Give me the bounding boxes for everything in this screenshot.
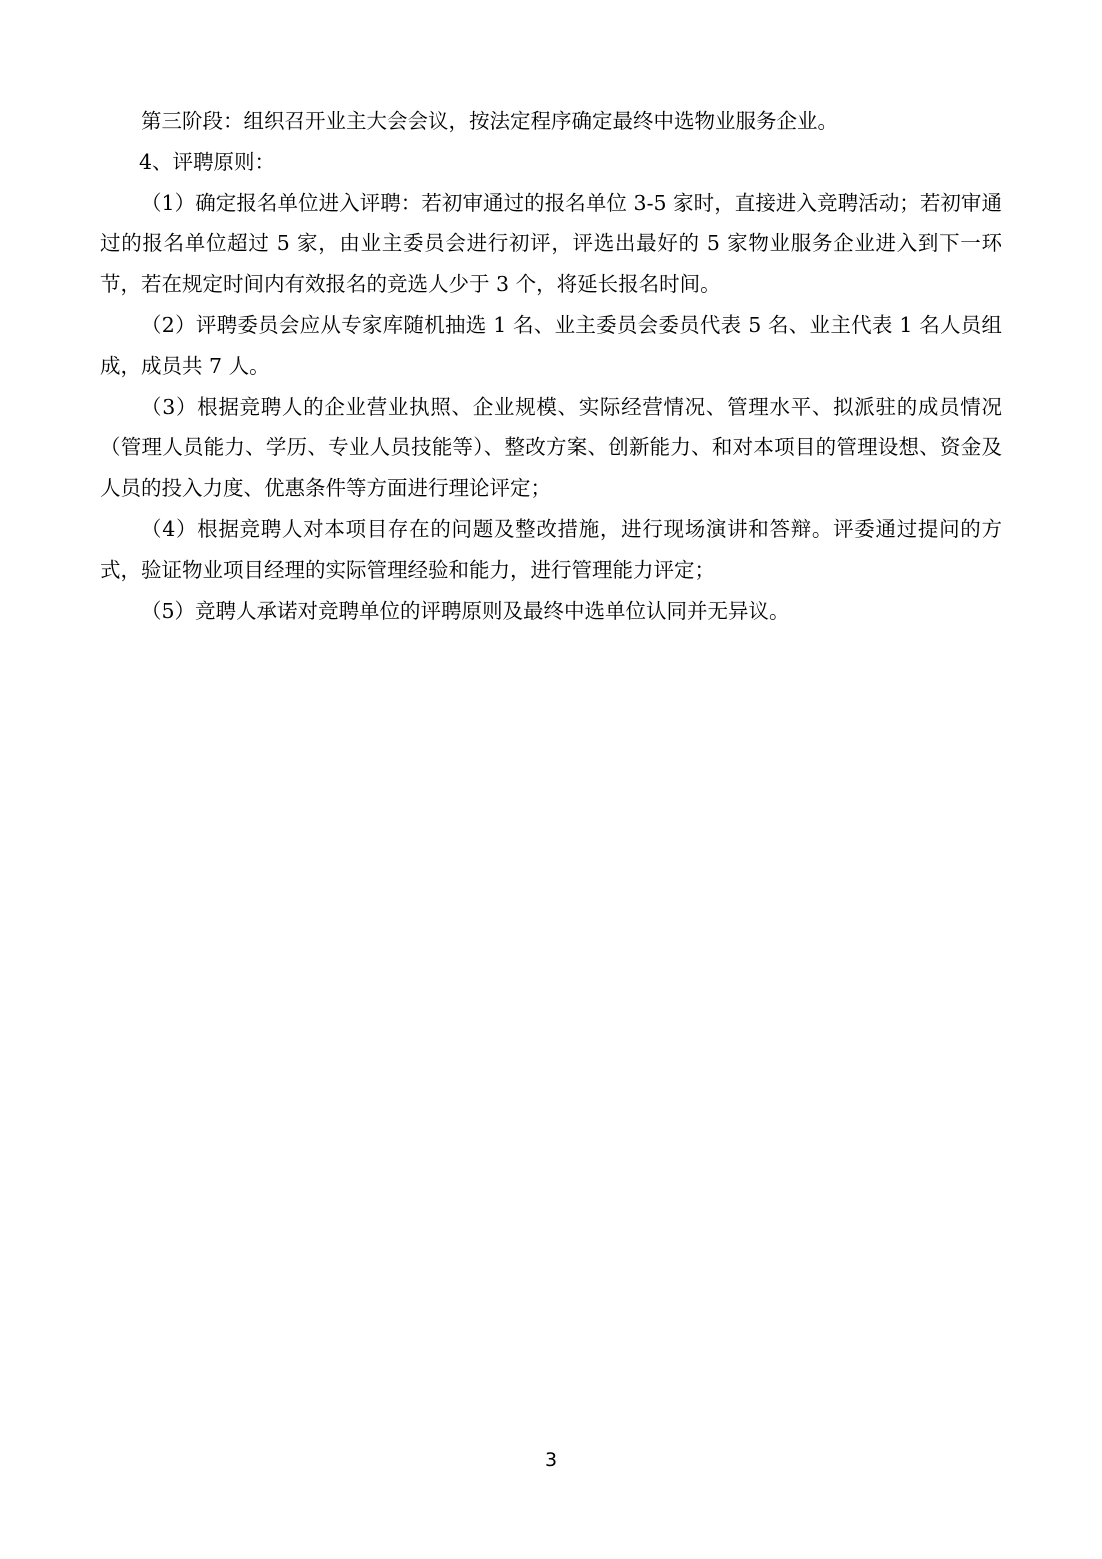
paragraph-principle-1: （1）确定报名单位进入评聘：若初审通过的报名单位 3-5 家时，直接进入竞聘活动；若初审通过的报名单位超过 5 家，由业主委员会进行初评，评选出最好的 5 家物业服务企业进入到下一环节，若在规定时间内有效报名的竞选人少于 3 个，将延长报名时间。 <box>100 190 1002 297</box>
page-number: 3 <box>544 1449 558 1471</box>
paragraph-principle-4: （4）根据竞聘人对本项目存在的问题及整改措施，进行现场演讲和答辩。评委通过提问的方式，验证物业项目经理的实际管理经验和能力，进行管理能力评定； <box>100 516 1002 582</box>
heading-evaluation-principles: 4、评聘原则： <box>138 149 275 174</box>
paragraph-principle-5: （5）竞聘人承诺对竞聘单位的评聘原则及最终中选单位认同并无异议。 <box>141 598 790 623</box>
paragraph-principle-3: （3）根据竞聘人的企业营业执照、企业规模、实际经营情况、管理水平、拟派驻的成员情况（管理人员能力、学历、专业人员技能等）、整改方案、创新能力、和对本项目的管理设想、资金及人员的投入力度、优惠条件等方面进行理论评定； <box>100 394 1002 501</box>
document-body <box>100 101 1002 631</box>
paragraph-stage-three: 第三阶段：组织召开业主大会会议，按法定程序确定最终中选物业服务企业。 <box>141 109 838 133</box>
paragraph-principle-2: （2）评聘委员会应从专家库随机抽选 1 名、业主委员会委员代表 5 名、业主代表 1 名人员组成，成员共 7 人。 <box>100 312 1002 378</box>
